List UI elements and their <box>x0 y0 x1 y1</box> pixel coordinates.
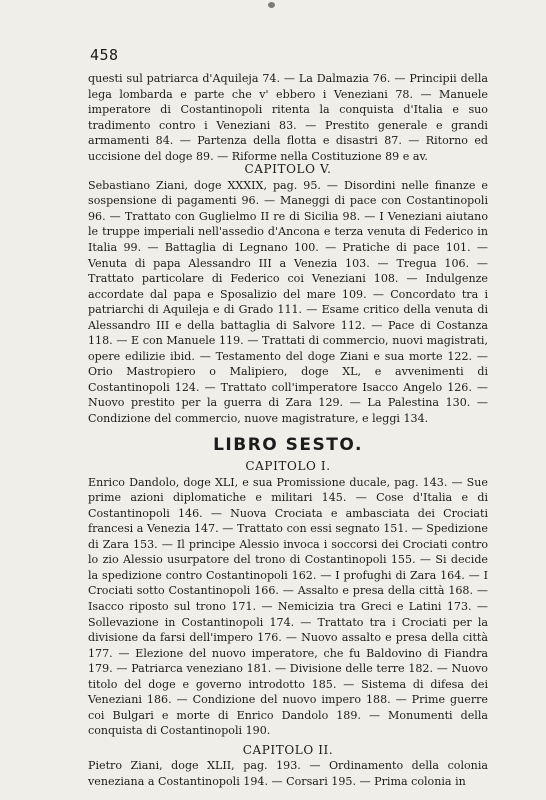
chapter-heading-ii: CAPITOLO II. <box>242 742 334 757</box>
ink-smudge <box>268 2 275 8</box>
paragraph-capitolo-i: Enrico Dandolo, doge XLI, e sua Promissione ducale, pag. 143. — Sue prime azioni diplomatiche e militari 145. — Cose d'Italia e di Costantinopoli 146. — Nuova Crociata e ambasciata dei Crociati francesi a Venezia 147. — Trattato con essi segnato 151. — Spedizione di Zara 153. — Il principe Alessio invoca i soccorsi dei Crociati contro lo zio Alessio usurpatore del trono di Costantinopoli 155. — Si decide la spedizione contro Costantinopoli 162. — I profughi di Zara 164. — I Crociati sotto Costantinopoli 166. — Assalto e presa della città 168. — Isacco riposto sul trono 171. — Nemicizia tra Greci e Latini 173. — Sollevazione in Costantinopoli 174. — Trattato tra i Crociati per la divisione da farsi dell'impero 176. — Nuovo assalto e presa della città 177. — Elezione del nuovo imperatore, che fu Baldovino di Fiandra 179. — Patriarca veneziano 181. — Divisione delle terre 182. — Nuovo titolo del doge e governo introdotto 185. — Sistema di difesa dei Veneziani 186. — Condizione del nuovo impero 188. — Prime guerre coi Bulgari e morte di Enrico Dandolo 189. — Monumenti della conquista di Costantinopoli 190. <box>88 475 488 738</box>
page-text <box>88 71 488 789</box>
paragraph-capitolo-iv-continued: questi sul patriarca d'Aquileja 74. — La Dalmazia 76. — Principii della lega lombarda e parte che v' ebbero i Veneziani 78. — Manuele imperatore di Costantinopoli ritenta la conquista d'Italia e suo tradimento contro i Veneziani 83. — Prestito generale e grandi armamenti 84. — Partenza della flotta e disastri 87. — Ritorno ed uccisione del doge 89. — Riforme nella Costituzione 89 e av. <box>88 72 488 163</box>
paragraph-capitolo-v: Sebastiano Ziani, doge XXXIX, pag. 95. — Disordini nelle finanze e sospensione di pagamenti 96. — Maneggi di pace con Costantinopoli 96. — Trattato con Guglielmo II re di Sicilia 98. — I Veneziani aiutano le truppe imperiali nell'assedio d'Ancona e terza venuta di Federico in Italia 99. — Battaglia di Legnano 100. — Pratiche di pace 101. — Venuta di papa Alessandro III a Venezia 103. — Tregua 106. — Trattato particolare di Federico coi Veneziani 108. — Indulgenze accordate dal papa e Sposalizio del mare 109. — Concordato tra i patriarchi di Aquileja e di Grado 111. — Esame critico della venuta di Alessandro III e della battaglia di Salvore 112. — Pace di Costanza 118. — E con Manuele 119. — Trattati di commercio, nuovi magistrati, opere edilizie ibid. — Testamento del doge Ziani e sua morte 122. — Orio Mastropiero o Malipiero, doge XL, e avvenimenti di Costantinopoli 124. — Trattato coll'imperatore Isacco Angelo 126. — Nuovo prestito per la guerra di Zara 129. — La Palestina 130. — Condizione del commercio, nuove magistrature, e leggi 134. <box>88 178 488 425</box>
chapter-heading-i: CAPITOLO I. <box>245 459 331 474</box>
chapter-heading-v: CAPITOLO V. <box>244 162 332 177</box>
paragraph-capitolo-ii: Pietro Ziani, doge XLII, pag. 193. — Ordinamento della colonia veneziana a Costantinopoli 194. — Corsari 195. — Prima colonia in <box>88 759 488 788</box>
book-heading-libro-sesto: LIBRO SESTO. <box>213 434 363 455</box>
page-number: 458 <box>90 46 119 64</box>
